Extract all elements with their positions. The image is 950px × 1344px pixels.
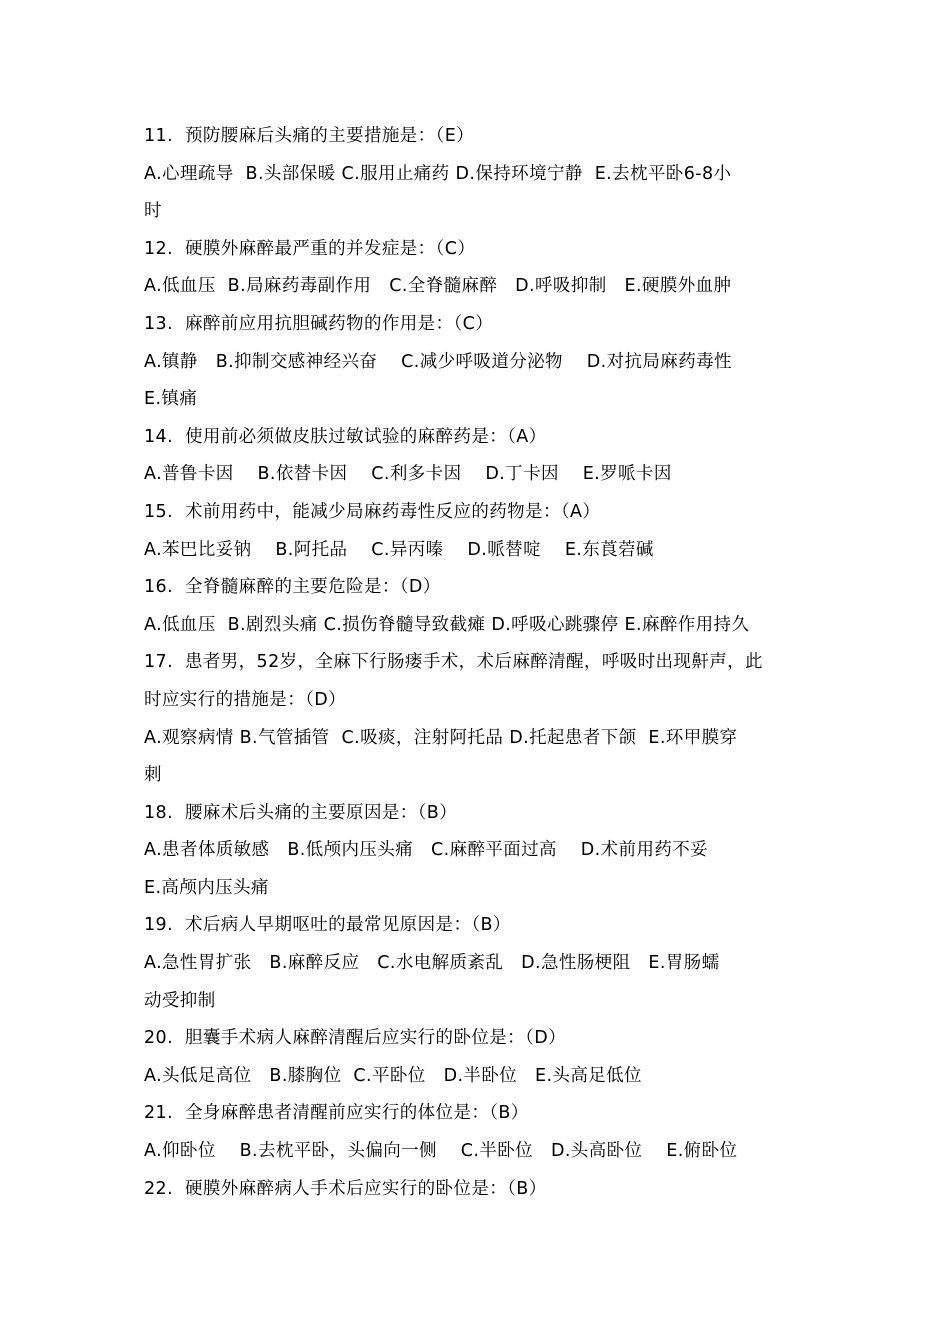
answer-options: A.急性胃扩张 B.麻醉反应 C.水电解质紊乱 D.急性肠梗阻 E.胃肠蠕 xyxy=(144,953,720,974)
question-stem: 17. 患者男，52岁，全麻下行肠瘘手术，术后麻醉清醒，呼吸时出现鼾声，此 xyxy=(144,652,763,673)
question-21 xyxy=(144,1095,824,1170)
question-12 xyxy=(144,231,824,306)
answer-options: A.仰卧位 B.去枕平卧，头偏向一侧 C.半卧位 D.头高卧位 E.俯卧位 xyxy=(144,1141,738,1162)
question-11 xyxy=(144,118,824,231)
question-16 xyxy=(144,569,824,644)
answer-options: A.普鲁卡因 B.依替卡因 C.利多卡因 D.丁卡因 E.罗哌卡因 xyxy=(144,464,672,485)
answer-options: A.头低足高位 B.膝胸位 C.平卧位 D.半卧位 E.头高足低位 xyxy=(144,1065,642,1086)
question-list xyxy=(144,118,824,1208)
question-stem: 11. 预防腰麻后头痛的主要措施是：（E） xyxy=(144,126,475,146)
answer-options-continued: 刺 xyxy=(144,765,162,786)
question-stem-continued: 时应实行的措施是：（D） xyxy=(144,689,347,710)
answer-options-continued: 动受抑制 xyxy=(144,990,216,1011)
question-18 xyxy=(144,795,824,908)
question-stem: 22. 硬膜外麻醉病人手术后应实行的卧位是：（B） xyxy=(144,1178,547,1199)
question-20 xyxy=(144,1020,824,1095)
answer-options: A.观察病情 B.气管插管 C.吸痰，注射阿托品 D.托起患者下颌 E.环甲膜穿 xyxy=(144,727,738,748)
question-15 xyxy=(144,494,824,569)
question-stem: 13. 麻醉前应用抗胆碱药物的作用是：（C） xyxy=(144,313,494,334)
answer-options: A.苯巴比妥钠 B.阿托品 C.异丙嗪 D.哌替啶 E.东莨菪碱 xyxy=(144,539,654,560)
answer-options-continued: 时 xyxy=(144,201,162,222)
answer-options: A.低血压 B.局麻药毒副作用 C.全脊髓麻醉 D.呼吸抑制 E.硬膜外血肿 xyxy=(144,276,732,297)
answer-options-continued: E.镇痛 xyxy=(144,389,198,410)
answer-options-continued: E.高颅内压头痛 xyxy=(144,877,269,898)
answer-options: A.患者体质敏感 B.低颅内压头痛 C.麻醉平面过高 D.术前用药不妥 xyxy=(144,840,709,861)
question-stem: 14. 使用前必须做皮肤过敏试验的麻醉药是：（A） xyxy=(144,426,547,447)
question-stem: 19. 术后病人早期呕吐的最常见原因是：（B） xyxy=(144,915,511,936)
question-stem: 21. 全身麻醉患者清醒前应实行的体位是：（B） xyxy=(144,1103,529,1124)
question-22 xyxy=(144,1171,824,1209)
question-14 xyxy=(144,419,824,494)
question-stem: 18. 腰麻术后头痛的主要原因是：（B） xyxy=(144,802,458,823)
question-stem: 12. 硬膜外麻醉最严重的并发症是：（C） xyxy=(144,238,476,259)
question-19 xyxy=(144,907,824,1020)
question-stem: 20. 胆囊手术病人麻醉清醒后应实行的卧位是：（D） xyxy=(144,1028,566,1049)
question-17 xyxy=(144,644,824,794)
answer-options: A.低血压 B.剧烈头痛 C.损伤脊髓导致截瘫 D.呼吸心跳骤停 E.麻醉作用持久 xyxy=(144,614,750,635)
question-stem: 16. 全脊髓麻醉的主要危险是：（D） xyxy=(144,577,441,598)
answer-options: A.心理疏导 B.头部保暖 C.服用止痛药 D.保持环境宁静 E.去枕平卧6-8小 xyxy=(144,163,732,184)
question-13 xyxy=(144,306,824,419)
question-stem: 15. 术前用药中，能减少局麻药毒性反应的药物是：（A） xyxy=(144,501,601,522)
answer-options: A.镇静 B.抑制交感神经兴奋 C.减少呼吸道分泌物 D.对抗局麻药毒性 xyxy=(144,351,732,372)
